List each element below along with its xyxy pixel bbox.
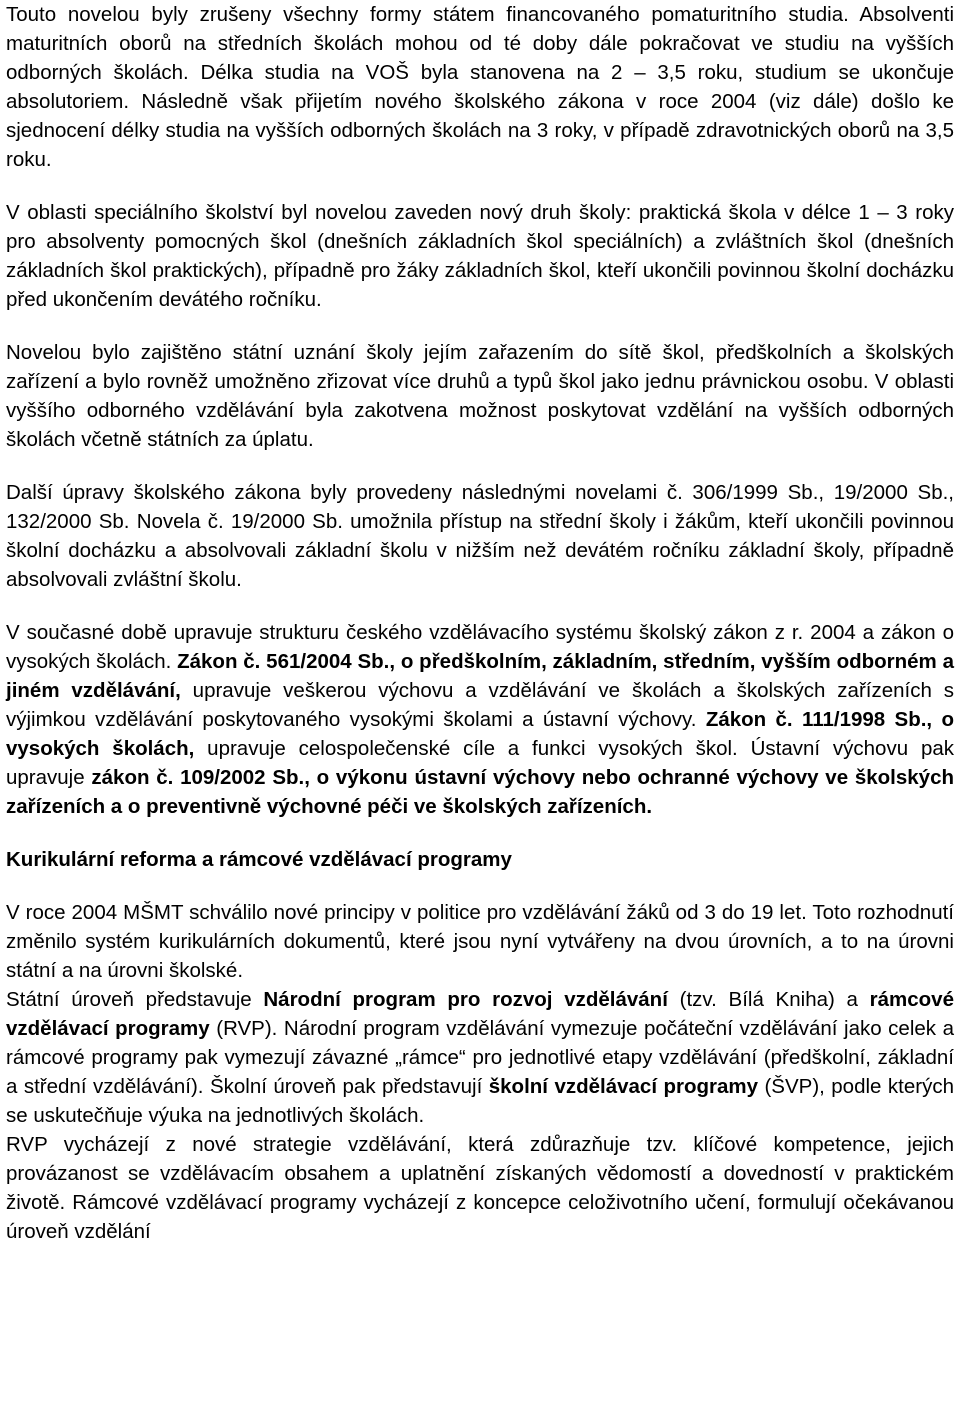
section-heading: Kurikulární reforma a rámcové vzdělávací programy: [6, 848, 512, 871]
p5-text-2: upravuje veškerou výchovu a vzdělávání ve školách a školských zařízeních s výjimkou vzdělávání poskytovaného vysokými školami a ústavní výchovy.: [6, 679, 954, 731]
p5-text-3: upravuje celospolečenské cíle a funkci vysokých škol. Ústavní výchovu pak upravuje: [6, 737, 954, 789]
p7-text-3: (RVP). Národní program vzdělávání vymezuje počáteční vzdělávání jako celek a rámcové programy pak vymezují závazné „rámce“ pro jednotlivé etapy vzdělávání (předškolní, základní a střední vzdělávání). Školní úroveň pak představují: [6, 1017, 954, 1098]
p7-text-1: Státní úroveň představuje: [6, 988, 264, 1011]
p7-bold-1: Národní program pro rozvoj vzdělávání: [263, 988, 668, 1011]
p5-bold-3: zákon č. 109/2002 Sb., o výkonu ústavní výchovy nebo ochranné výchovy ve školských zařízeních a o preventivně výchovné péči ve školských zařízeních.: [6, 766, 954, 818]
p7-bold-2: rámcové vzdělávací programy: [6, 988, 954, 1040]
paragraph-4: Další úpravy školského zákona byly provedeny následnými novelami č. 306/1999 Sb., 19/2000 Sb., 132/2000 Sb. Novela č. 19/2000 Sb. umožnila přístup na střední školy i žákům, kteří ukončili povinnou školní docházku a absolvovali základní školu v nižším než devátém ročníku základní školy, případně absolvovali zvláštní školu.: [6, 481, 954, 591]
paragraph-8: RVP vycházejí z nové strategie vzdělávání, která zdůrazňuje tzv. klíčové kompetence, jejich provázanost se vzdělávacím obsahem a uplatnění získaných vědomostí a dovedností v praktickém životě. Rámcové vzdělávací programy vycházejí z koncepce celoživotního učení, formulují očekávanou úroveň vzdělání: [6, 1133, 954, 1243]
paragraph-2: V oblasti speciálního školství byl novelou zaveden nový druh školy: praktická škola v délce 1 – 3 roky pro absolventy pomocných škol (dnešních základních škol speciálních) a zvláštních škol (dnešních základních škol praktických), případně pro žáky základních škol, kteří ukončili povinnou školní docházku před ukončením devátého ročníku.: [6, 201, 954, 311]
paragraph-5: [6, 618, 954, 821]
p5-text-1: V současné době upravuje strukturu českého vzdělávacího systému školský zákon z r. 2004 a zákon o vysokých školách.: [6, 621, 954, 673]
p5-bold-1: Zákon č. 561/2004 Sb., o předškolním, základním, středním, vyšším odborném a jiném vzdělávání,: [6, 650, 954, 702]
p7-text-4: (ŠVP), podle kterých se uskutečňuje výuka na jednotlivých školách.: [6, 1075, 954, 1127]
p7-bold-3: školní vzdělávací programy: [488, 1075, 759, 1098]
p7-text-2: (tzv. Bílá Kniha) a: [667, 988, 870, 1011]
paragraph-7: [6, 985, 954, 1130]
paragraph-1: Touto novelou byly zrušeny všechny formy státem financovaného pomaturitního studia. Absolventi maturitních oborů na středních školách mohou od té doby dále pokračovat ve studiu na vyšších odborných školách. Délka studia na VOŠ byla stanovena na 2 – 3,5 roku, studium se ukončuje absolutoriem. Následně však přijetím nového školského zákona v roce 2004 (viz dále) došlo ke sjednocení délky studia na vyšších odborných školách na 3 roky, v případě zdravotnických oborů na 3,5 roku.: [6, 3, 954, 171]
paragraph-6: V roce 2004 MŠMT schválilo nové principy v politice pro vzdělávání žáků od 3 do 19 let. Toto rozhodnutí změnilo systém kurikulárních dokumentů, které jsou nyní vytvářeny na dvou úrovních, a to na úrovni státní a na úrovni školské.: [6, 901, 954, 982]
p5-bold-2: Zákon č. 111/1998 Sb., o vysokých školách,: [6, 708, 954, 760]
paragraph-3: Novelou bylo zajištěno státní uznání školy jejím zařazením do sítě škol, předškolních a školských zařízení a bylo rovněž umožněno zřizovat více druhů a typů škol jako jednu právnickou osobu. V oblasti vyššího odborného vzdělávání byla zakotvena možnost poskytovat vzdělání na vyšších odborných školách včetně státních za úplatu.: [6, 341, 954, 451]
